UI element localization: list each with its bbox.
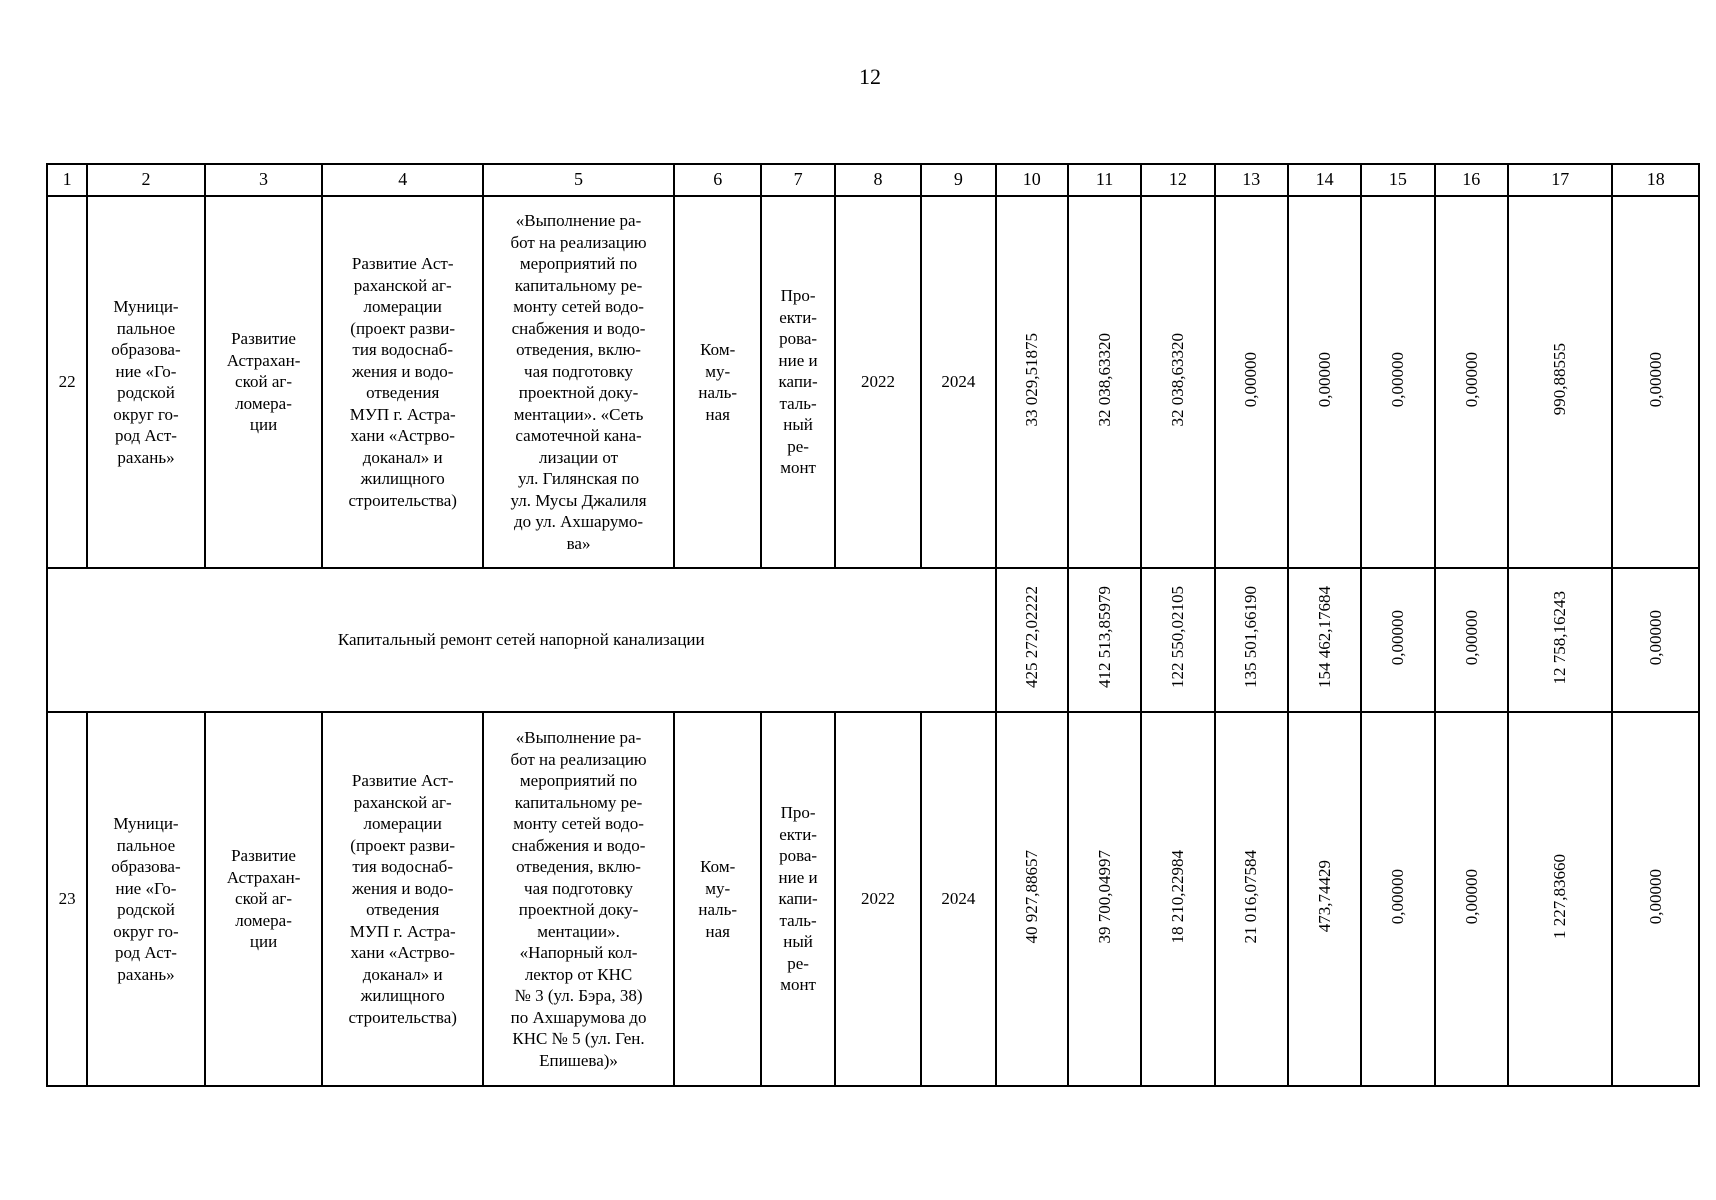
value-cell bbox=[1361, 196, 1434, 568]
value-text: 18 210,22984 bbox=[1168, 849, 1188, 943]
header-cell: 11 bbox=[1068, 164, 1141, 196]
value-text: 0,00000 bbox=[1241, 351, 1261, 407]
header-cell: 9 bbox=[921, 164, 995, 196]
subtotal-title: Капитальный ремонт сетей напорной канализации bbox=[47, 568, 996, 712]
ownership-cell bbox=[674, 712, 761, 1086]
municipality-text: Муници- пальное образова- ние «Го- родской округ го- род Аст- рахань» bbox=[111, 297, 181, 467]
municipality-cell bbox=[87, 196, 205, 568]
value-cell bbox=[1068, 196, 1141, 568]
value-cell bbox=[1215, 568, 1288, 712]
value-text: 0,00000 bbox=[1388, 609, 1408, 665]
year-end-cell: 2024 bbox=[921, 712, 995, 1086]
value-text: 33 029,51875 bbox=[1021, 332, 1041, 426]
header-cell: 8 bbox=[835, 164, 921, 196]
value-text: 0,00000 bbox=[1461, 351, 1481, 407]
value-cell bbox=[1288, 568, 1361, 712]
value-cell bbox=[1435, 712, 1508, 1086]
header-cell: 6 bbox=[674, 164, 761, 196]
header-row bbox=[47, 164, 1699, 196]
value-cell bbox=[996, 712, 1068, 1086]
project-text: Развитие Аст- раханской аг- ломерации (проект разви- тия водоснаб- жения и водо- отведения МУП г. Астра- хани «Астрво- доканал» и жилищного строительства) bbox=[348, 771, 457, 1027]
table-row bbox=[47, 712, 1699, 1086]
program-cell bbox=[205, 196, 323, 568]
header-cell: 3 bbox=[205, 164, 323, 196]
ownership-text: Ком- му- наль- ная bbox=[698, 857, 738, 941]
year-start-cell: 2022 bbox=[835, 196, 921, 568]
event-text: «Выполнение ра- бот на реализацию мероприятий по капитальному ре- монту сетей водо- снабжения и водо- отведения, вклю- чая подготовку проектной доку- ментации». «Напорный кол- лектор от КНС № 3 (ул. Бэра, 38) по Ахшарумова до КНС № 5 (ул. Ген. Епишева)» bbox=[510, 728, 647, 1070]
value-cell bbox=[1612, 568, 1699, 712]
value-cell bbox=[1141, 568, 1214, 712]
value-text: 412 513,85979 bbox=[1094, 586, 1114, 689]
ownership-text: Ком- му- наль- ная bbox=[698, 340, 738, 424]
program-text: Развитие Астрахан- ской аг- ломера- ции bbox=[226, 846, 301, 952]
value-text: 0,00000 bbox=[1388, 351, 1408, 407]
value-text: 0,00000 bbox=[1461, 609, 1481, 665]
year-end-cell: 2024 bbox=[921, 196, 995, 568]
row-number: 23 bbox=[47, 712, 87, 1086]
page-number: 12 bbox=[859, 64, 881, 89]
value-text: 473,74429 bbox=[1314, 860, 1334, 933]
register-table bbox=[46, 163, 1700, 1087]
header-cell: 10 bbox=[996, 164, 1068, 196]
value-text: 154 462,17684 bbox=[1314, 586, 1334, 689]
subtotal-row bbox=[47, 568, 1699, 712]
value-cell bbox=[1141, 712, 1214, 1086]
value-text: 12 758,16243 bbox=[1550, 590, 1570, 684]
value-cell bbox=[1508, 196, 1613, 568]
row-number: 22 bbox=[47, 196, 87, 568]
value-cell bbox=[1068, 712, 1141, 1086]
value-cell bbox=[1361, 568, 1434, 712]
value-cell bbox=[1435, 568, 1508, 712]
year-start-cell: 2022 bbox=[835, 712, 921, 1086]
program-text: Развитие Астрахан- ской аг- ломера- ции bbox=[226, 329, 301, 435]
header-cell: 12 bbox=[1141, 164, 1214, 196]
value-cell bbox=[1288, 712, 1361, 1086]
project-cell bbox=[322, 196, 483, 568]
work-type-cell bbox=[761, 196, 834, 568]
value-text: 32 038,63320 bbox=[1094, 332, 1114, 426]
value-text: 135 501,66190 bbox=[1241, 586, 1261, 689]
header-cell: 14 bbox=[1288, 164, 1361, 196]
event-text: «Выполнение ра- бот на реализацию мероприятий по капитальному ре- монту сетей водо- снабжения и водо- отведения, вклю- чая подготовку проектной доку- ментации». «Сеть самотечной кана- лизации от ул. Гилянская по ул. Мусы Джалиля до ул. Ахшарумо- ва» bbox=[510, 211, 647, 553]
table-row bbox=[47, 196, 1699, 568]
header-cell: 15 bbox=[1361, 164, 1434, 196]
value-cell bbox=[1288, 196, 1361, 568]
value-text: 0,00000 bbox=[1461, 868, 1481, 924]
work-type-text: Про- екти- рова- ние и капи- таль- ный ре- монт bbox=[778, 286, 818, 478]
header-cell: 7 bbox=[761, 164, 834, 196]
program-cell bbox=[205, 712, 323, 1086]
event-cell bbox=[483, 712, 674, 1086]
header-cell: 16 bbox=[1435, 164, 1508, 196]
value-text: 1 227,83660 bbox=[1550, 853, 1570, 939]
value-text: 0,00000 bbox=[1388, 868, 1408, 924]
value-cell bbox=[996, 196, 1068, 568]
value-text: 39 700,04997 bbox=[1094, 849, 1114, 943]
value-cell bbox=[1612, 712, 1699, 1086]
value-cell bbox=[1612, 196, 1699, 568]
value-text: 425 272,02222 bbox=[1021, 586, 1041, 689]
header-cell: 17 bbox=[1508, 164, 1613, 196]
ownership-cell bbox=[674, 196, 761, 568]
header-cell: 2 bbox=[87, 164, 205, 196]
value-cell bbox=[1215, 712, 1288, 1086]
municipality-cell bbox=[87, 712, 205, 1086]
header-cell: 18 bbox=[1612, 164, 1699, 196]
value-text: 0,00000 bbox=[1645, 868, 1665, 924]
header-cell: 4 bbox=[322, 164, 483, 196]
header-cell: 13 bbox=[1215, 164, 1288, 196]
value-text: 0,00000 bbox=[1645, 609, 1665, 665]
value-text: 0,00000 bbox=[1314, 351, 1334, 407]
value-text: 990,88555 bbox=[1550, 343, 1570, 416]
event-cell bbox=[483, 196, 674, 568]
value-cell bbox=[1435, 196, 1508, 568]
value-cell bbox=[1141, 196, 1214, 568]
work-type-text: Про- екти- рова- ние и капи- таль- ный ре- монт bbox=[778, 803, 818, 995]
value-text: 0,00000 bbox=[1645, 351, 1665, 407]
municipality-text: Муници- пальное образова- ние «Го- родской округ го- род Аст- рахань» bbox=[111, 814, 181, 984]
header-cell: 1 bbox=[47, 164, 87, 196]
value-text: 21 016,07584 bbox=[1241, 849, 1261, 943]
value-text: 40 927,88657 bbox=[1021, 849, 1041, 943]
value-cell bbox=[1508, 712, 1613, 1086]
work-type-cell bbox=[761, 712, 834, 1086]
value-cell bbox=[1215, 196, 1288, 568]
project-text: Развитие Аст- раханской аг- ломерации (проект разви- тия водоснаб- жения и водо- отведения МУП г. Астра- хани «Астрво- доканал» и жилищного строительства) bbox=[348, 254, 457, 510]
value-text: 32 038,63320 bbox=[1168, 332, 1188, 426]
value-cell bbox=[1361, 712, 1434, 1086]
value-cell bbox=[1068, 568, 1141, 712]
header-cell: 5 bbox=[483, 164, 674, 196]
value-cell bbox=[996, 568, 1068, 712]
value-cell bbox=[1508, 568, 1613, 712]
value-text: 122 550,02105 bbox=[1168, 586, 1188, 689]
project-cell bbox=[322, 712, 483, 1086]
